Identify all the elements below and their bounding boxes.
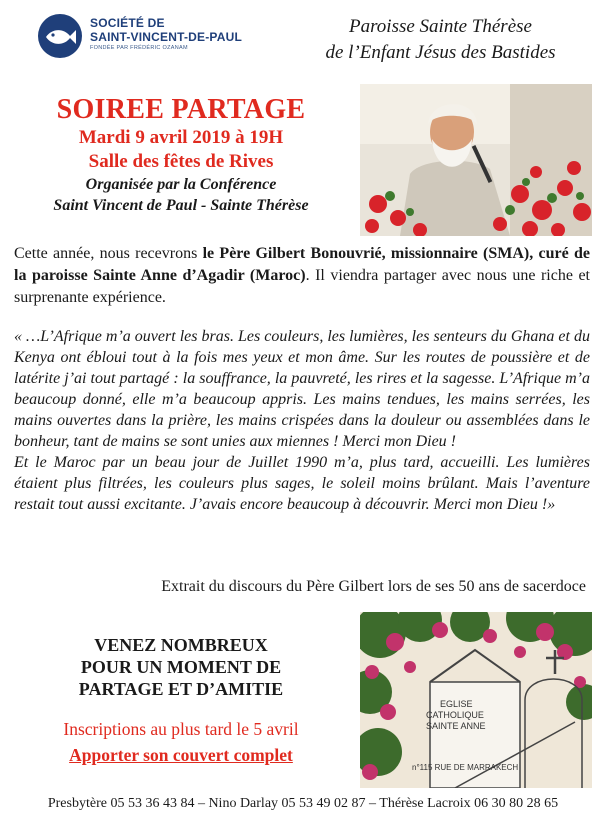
parish-line-1: Paroisse Sainte Thérèse bbox=[349, 16, 532, 37]
logo-tagline: FONDÉE PAR FRÉDÉRIC OZANAM bbox=[90, 45, 188, 51]
speech-quote bbox=[14, 326, 590, 515]
call-line-3: PARTAGE ET D’AMITIE bbox=[78, 679, 284, 699]
intro-text-2: . Il viendra partager avec nous une riche et surprenante expérience. bbox=[14, 267, 590, 306]
bring-cutlery-note: Apporter son couvert complet bbox=[69, 745, 293, 765]
call-line-1: VENEZ NOMBREUX bbox=[94, 635, 268, 655]
call-line-2: POUR UN MOMENT DE bbox=[80, 657, 282, 677]
logo-line-1: SOCIÉTÉ DE bbox=[90, 16, 165, 30]
guest-description: le Père Gilbert Bonouvrié, missionnaire (SMA), curé de la paroisse Sainte Anne d’Agadir (Maroc) bbox=[14, 245, 590, 284]
parish-heading bbox=[288, 14, 593, 66]
svp-logo bbox=[38, 10, 258, 68]
organizer-line-1: Organisée par la Conférence bbox=[85, 176, 277, 193]
call-to-action bbox=[22, 634, 340, 700]
church-sign-line-2: CATHOLIQUE bbox=[426, 710, 484, 720]
church-sign-line-1: EGLISE bbox=[440, 699, 473, 709]
event-title: SOIREE PARTAGE bbox=[56, 94, 306, 125]
quote-paragraph-1: « …L’Afrique m’a ouvert les bras. Les couleurs, les lumières, les senteurs du Ghana et du Kenya ont ébloui tout à la fois mes yeux et mon âme. Sur les routes de poussière et de latérite j’ai tout partagé : la souffrance, la pauvreté, les rires et la sagesse. L’Afrique m’a beaucoup donné, elle m’a beaucoup appris. Les mains tendues, les mains serrées, les mains ouvertes dans la prière, les mains crispées dans la douleur ou assemblées dans le bonheur, tant de mains se sont unies aux miennes ! Merci mon Dieu ! bbox=[14, 328, 590, 450]
parish-line-2: de l’Enfant Jésus des Bastides bbox=[325, 42, 556, 63]
registration-deadline: Inscriptions au plus tard le 5 avril bbox=[63, 719, 299, 739]
intro-text-1: Cette année, nous recevrons bbox=[14, 245, 203, 262]
quote-paragraph-2: Et le Maroc par un beau jour de Juillet 1990 m’a, plus tard, accueilli. Les lumières étaient plus filtrées, les couleurs plus sages, le soleil moins brûlant. Mais l’aventure restait tout aussi excitante. J’avais encore beaucoup à découvrir. Merci mon Dieu !» bbox=[14, 454, 590, 513]
church-photo bbox=[360, 612, 592, 788]
event-header bbox=[10, 94, 352, 216]
church-address: n°115 RUE DE MARRAKECH bbox=[412, 763, 519, 772]
logo-line-2: SAINT-VINCENT-DE-PAUL bbox=[90, 30, 242, 44]
organizer-line-2: Saint Vincent de Paul - Sainte Thérèse bbox=[53, 197, 309, 214]
quote-source: Extrait du discours du Père Gilbert lors de ses 50 ans de sacerdoce bbox=[161, 578, 586, 595]
intro-paragraph bbox=[14, 243, 590, 309]
contact-phones: Presbytère 05 53 36 43 84 – Nino Darlay 05 53 49 02 87 – Thérèse Lacroix 06 30 80 28 65 bbox=[47, 796, 559, 811]
fish-emblem-icon bbox=[38, 14, 82, 58]
logo-text bbox=[90, 16, 242, 53]
church-sign-line-3: SAINTE ANNE bbox=[426, 721, 486, 731]
event-place: Salle des fêtes de Rives bbox=[88, 151, 274, 172]
event-date: Mardi 9 avril 2019 à 19H bbox=[78, 127, 284, 148]
priest-photo bbox=[360, 84, 592, 236]
